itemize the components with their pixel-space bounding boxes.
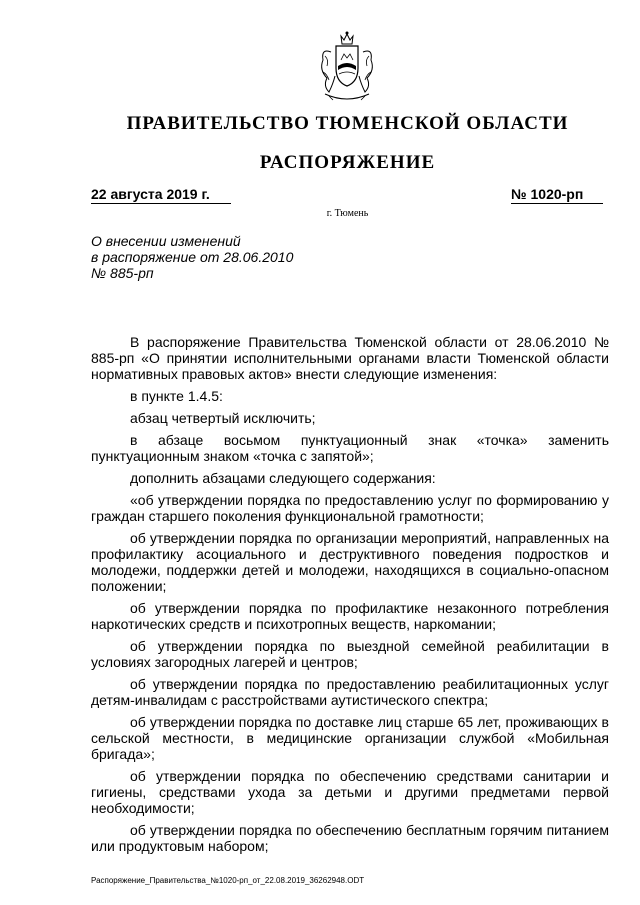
body-paragraph: «об утверждении порядка по предоставлению услуг по формированию у граждан старшего поколения функциональной грамотности; bbox=[91, 492, 609, 524]
body-paragraph: об утверждении порядка по предоставлению реабилитационных услуг детям-инвалидам с расстройствами аутистического спектра; bbox=[91, 676, 609, 708]
body-paragraph: дополнить абзацами следующего содержания: bbox=[130, 470, 436, 486]
body-paragraph: об утверждении порядка по профилактике незаконного потребления наркотических средств и психотропных веществ, наркомании; bbox=[91, 600, 609, 632]
body-paragraph: об утверждении порядка по организации мероприятий, направленных на профилактику асоциального и деструктивного поведения подростков и молодежи, поддержки детей и молодежи, находящихся в социально-опасном положении; bbox=[91, 530, 609, 594]
subject-line: О внесении изменений bbox=[91, 233, 241, 249]
document-body bbox=[91, 334, 609, 860]
footer-filename: Распоряжение_Правительства_№1020-рп_от_22.08.2019_36262948.ODT bbox=[91, 876, 365, 885]
coat-of-arms-icon bbox=[311, 30, 383, 104]
body-paragraph: В распоряжение Правительства Тюменской области от 28.06.2010 № 885-рп «О принятии исполнительными органами власти Тюменской области нормативных правовых актов» внести следующие изменения: bbox=[91, 334, 609, 382]
document-number: № 1020-рп bbox=[511, 186, 603, 204]
body-paragraph: об утверждении порядка по выездной семейной реабилитации в условиях загородных лагерей и центров; bbox=[91, 638, 609, 670]
subject-line: № 885-рп bbox=[91, 265, 154, 281]
government-title: ПРАВИТЕЛЬСТВО ТЮМЕНСКОЙ ОБЛАСТИ bbox=[126, 113, 569, 134]
body-paragraph: об утверждении порядка по обеспечению бесплатным горячим питанием или продуктовым набором; bbox=[91, 822, 609, 854]
subject-line: в распоряжение от 28.06.2010 bbox=[91, 249, 294, 265]
body-paragraph: абзац четвертый исключить; bbox=[130, 410, 316, 426]
document-type: РАСПОРЯЖЕНИЕ bbox=[259, 152, 436, 173]
body-paragraph: об утверждении порядка по доставке лиц старше 65 лет, проживающих в сельской местности, в медицинские организации службой «Мобильная бригада»; bbox=[91, 714, 609, 762]
body-paragraph: об утверждении порядка по обеспечению средствами санитарии и гигиены, средствами ухода за детьми и другими предметами первой необходимости; bbox=[91, 768, 609, 816]
body-paragraph: в абзаце восьмом пунктуационный знак «точка» заменить пунктуационным знаком «точка с запятой»; bbox=[91, 432, 609, 464]
document-city: г. Тюмень bbox=[326, 208, 369, 219]
document-subject bbox=[91, 233, 321, 281]
document-date: 22 августа 2019 г. bbox=[91, 186, 231, 204]
body-paragraph: в пункте 1.4.5: bbox=[130, 388, 223, 404]
